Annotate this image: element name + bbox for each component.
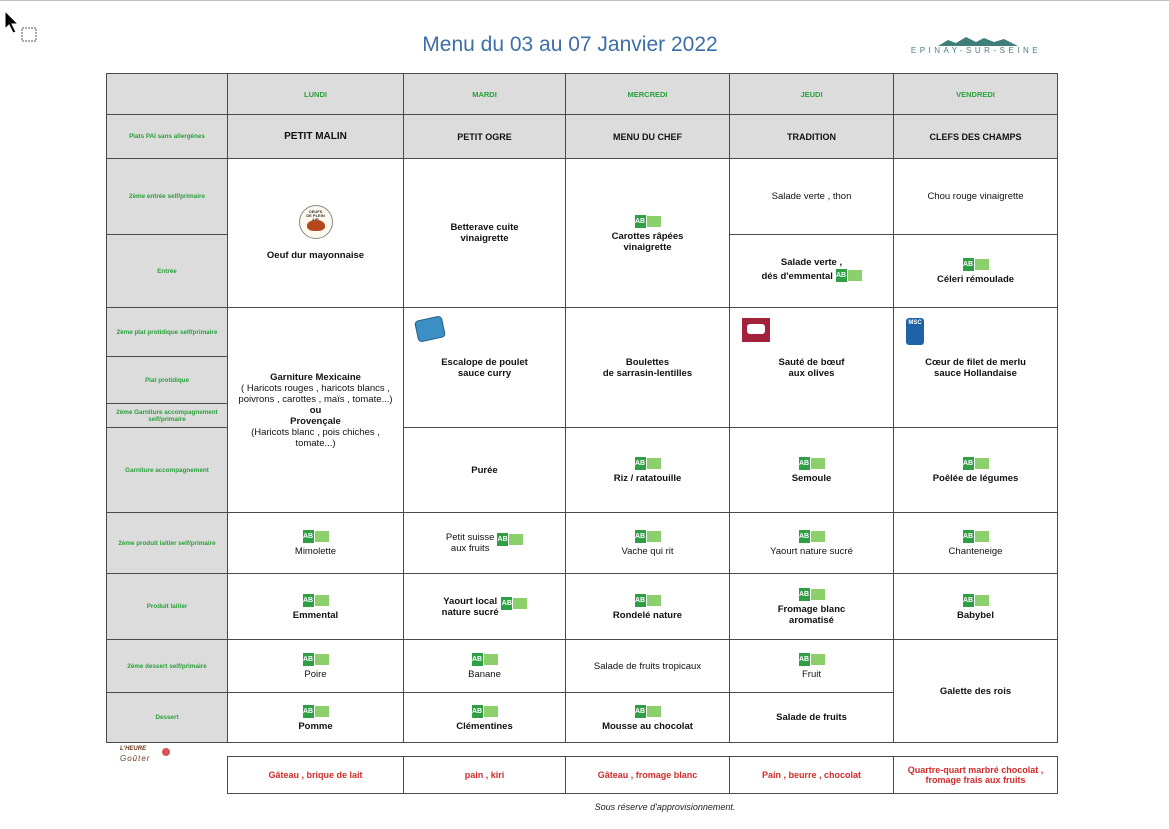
mardi-plat-line1: Escalope de poulet xyxy=(441,356,528,368)
row-label-entree2: 2ème entrée self/primaire xyxy=(107,159,228,235)
mercredi-plat-line1: Boulettes xyxy=(625,356,670,368)
hills-icon xyxy=(938,36,1018,46)
mardi-lait-line1: Yaourt local xyxy=(443,595,498,607)
lundi-plat-line2: ( Haricots rouges , haricots blancs , xyxy=(241,382,390,394)
row-label-lait: Produit laitier xyxy=(107,574,228,640)
cell-vendredi-lait xyxy=(894,574,1058,640)
organic-ab-icon: AB xyxy=(635,457,661,470)
lait-row xyxy=(107,574,1058,640)
lundi-entree-text: Oeuf dur mayonnaise xyxy=(266,250,365,261)
jeudi-entree2-text: Salade verte , thon xyxy=(771,191,852,202)
snack-table xyxy=(227,756,1058,794)
jeudi-plat-line1: Sauté de bœuf xyxy=(778,356,845,368)
mardi-garn-text: Purée xyxy=(471,464,498,476)
cell-mardi-lait2 xyxy=(404,513,566,574)
organic-ab-icon: AB xyxy=(303,530,329,543)
vendredi-entree2-text: Chou rouge vinaigrette xyxy=(927,191,1024,202)
theme-lundi: PETIT MALIN xyxy=(228,115,404,159)
organic-ab-icon: AB xyxy=(635,594,661,607)
cell-lundi-dessert xyxy=(228,693,404,743)
mardi-entree-line1: Betterave cuite xyxy=(450,222,519,233)
lundi-plat-line6: (Haricots blanc , pois chiches , xyxy=(251,426,380,438)
lundi-plat-line4: ou xyxy=(309,404,322,416)
cell-mercredi-garn xyxy=(566,428,730,513)
theme-mercredi: MENU DU CHEF xyxy=(566,115,730,159)
row-label-pai: Plats PAI sans allergènes xyxy=(107,115,228,159)
cell-vendredi-lait2 xyxy=(894,513,1058,574)
jeudi-entree-line2: dés d'emmental xyxy=(761,271,833,283)
vendredi-lait2-text: Chanteneige xyxy=(948,546,1003,557)
cell-mercredi-entree xyxy=(566,159,730,308)
cell-jeudi-entree2 xyxy=(730,159,894,235)
snack-vendredi: Quartre-quart marbré chocolat , fromage frais aux fruits xyxy=(894,757,1058,794)
mercredi-dessert-text: Mousse au chocolat xyxy=(602,720,693,732)
mercredi-entree-line1: Carottes râpées xyxy=(611,230,684,242)
theme-jeudi: TRADITION xyxy=(730,115,894,159)
mercredi-lait-text: Rondelé nature xyxy=(612,609,683,621)
mardi-lait2-line2: aux fruits xyxy=(450,543,490,554)
menu-table xyxy=(106,73,1058,743)
cell-vendredi-entree xyxy=(894,235,1058,308)
lundi-plat-line3: poivrons , carottes , maïs , tomate...) xyxy=(238,393,393,405)
cell-lundi-lait xyxy=(228,574,404,640)
lundi-plat-line1: Garniture Mexicaine xyxy=(270,371,361,383)
plein-air-eggs-icon: OEUFS DE PLEIN xyxy=(299,205,333,239)
jeudi-dessert-text: Salade de fruits xyxy=(776,712,847,723)
cell-mercredi-dessert2 xyxy=(566,640,730,693)
vendredi-lait-text: Babybel xyxy=(957,609,994,621)
jeudi-lait-line2: aromatisé xyxy=(789,615,834,626)
row-label-dessert: Dessert xyxy=(107,693,228,743)
mardi-lait2-line1: Petit suisse xyxy=(445,532,495,543)
lundi-lait-text: Emmental xyxy=(292,609,339,621)
cell-jeudi-entree xyxy=(730,235,894,308)
organic-ab-icon: AB xyxy=(799,588,825,601)
jeudi-plat-line2: aux olives xyxy=(788,367,835,379)
cell-vendredi-plat xyxy=(894,308,1058,428)
row-label-plat2: 2ème plat protidique self/primaire xyxy=(107,308,228,357)
dessert2-row xyxy=(107,640,1058,693)
mouse-pointer-icon xyxy=(4,10,40,46)
cell-vendredi-garn xyxy=(894,428,1058,513)
organic-ab-icon: AB xyxy=(635,215,661,228)
organic-ab-icon: AB xyxy=(303,705,329,718)
page-title: Menu du 03 au 07 Janvier 2022 xyxy=(422,33,718,56)
lundi-plat-line5: Provençale xyxy=(290,415,341,427)
jeudi-entree-line1: Salade verte , xyxy=(780,257,843,268)
organic-ab-icon: AB xyxy=(799,653,825,666)
themes-row xyxy=(107,115,1058,159)
cell-jeudi-dessert xyxy=(730,693,894,743)
cell-lundi-dessert2 xyxy=(228,640,404,693)
cell-mardi-lait xyxy=(404,574,566,640)
cell-mardi-garn xyxy=(404,428,566,513)
organic-ab-icon: AB xyxy=(497,533,523,546)
organic-ab-icon: AB xyxy=(501,597,527,610)
theme-mardi: PETIT OGRE xyxy=(404,115,566,159)
organic-ab-icon: AB xyxy=(303,594,329,607)
snack-mardi: pain , kiri xyxy=(404,757,566,794)
mardi-plat-line2: sauce curry xyxy=(457,367,512,379)
footnote: Sous réserve d'approvisionnement. xyxy=(594,802,736,812)
organic-ab-icon: AB xyxy=(799,530,825,543)
cell-jeudi-lait xyxy=(730,574,894,640)
lait2-row xyxy=(107,513,1058,574)
vendredi-entree-text: Céleri rémoulade xyxy=(936,274,1015,285)
snack-mercredi: Gâteau , fromage blanc xyxy=(566,757,730,794)
organic-ab-icon: AB xyxy=(635,705,661,718)
row-label-garn2: 2ème Garniture accompagnement self/primaire xyxy=(107,404,228,428)
row-label-lait2: 2ème produit laitier self/primaire xyxy=(107,513,228,574)
lundi-dessert-text: Pomme xyxy=(298,720,333,732)
mardi-dessert2-text: Banane xyxy=(468,669,501,680)
cell-mardi-dessert xyxy=(404,693,566,743)
mercredi-garn-text: Riz / ratatouille xyxy=(613,473,682,484)
organic-ab-icon: AB xyxy=(963,594,989,607)
day-vendredi: VENDREDI xyxy=(894,74,1058,115)
day-lundi: LUNDI xyxy=(228,74,404,115)
mercredi-entree-line2: vinaigrette xyxy=(623,241,672,253)
cell-mercredi-plat xyxy=(566,308,730,428)
corner-cell xyxy=(107,74,228,115)
organic-ab-icon: AB xyxy=(472,653,498,666)
organic-ab-icon: AB xyxy=(963,457,989,470)
cell-mercredi-lait xyxy=(566,574,730,640)
cell-mardi-plat xyxy=(404,308,566,428)
jeudi-lait-line1: Fromage blanc xyxy=(777,604,846,615)
organic-ab-icon: AB xyxy=(799,457,825,470)
label-rouge-poultry-icon xyxy=(414,315,446,342)
lundi-dessert2-text: Poire xyxy=(304,669,327,680)
cell-lundi-entree xyxy=(228,159,404,308)
mercredi-lait2-text: Vache qui rit xyxy=(621,546,674,557)
cell-jeudi-plat xyxy=(730,308,894,428)
cell-mercredi-lait2 xyxy=(566,513,730,574)
cell-vendredi-entree2 xyxy=(894,159,1058,235)
organic-ab-icon: AB xyxy=(963,258,989,271)
row-label-entree: Entrée xyxy=(107,235,228,308)
day-mardi: MARDI xyxy=(404,74,566,115)
entree2-row xyxy=(107,159,1058,235)
jeudi-lait2-text: Yaourt nature sucré xyxy=(770,546,853,557)
jeudi-garn-text: Semoule xyxy=(791,473,832,484)
organic-ab-icon: AB xyxy=(836,269,862,282)
cell-vendredi-dessert xyxy=(894,640,1058,743)
snack-lundi: Gâteau , brique de lait xyxy=(228,757,404,794)
row-label-plat: Plat protidique xyxy=(107,357,228,404)
french-beef-icon xyxy=(742,318,770,342)
day-mercredi: MERCREDI xyxy=(566,74,730,115)
epinay-logo-text: EPINAY-SUR-SEINE xyxy=(910,46,1042,55)
cell-mardi-dessert2 xyxy=(404,640,566,693)
vendredi-plat-line2: sauce Hollandaise xyxy=(934,367,1017,379)
lundi-plat-line7: tomate...) xyxy=(295,437,336,449)
epinay-logo xyxy=(898,36,1054,58)
plat2-row xyxy=(107,308,1058,357)
mercredi-plat-line2: de sarrasin-lentilles xyxy=(602,367,693,379)
mardi-entree-line2: vinaigrette xyxy=(460,233,509,244)
cell-jeudi-dessert2 xyxy=(730,640,894,693)
cell-lundi-plat xyxy=(228,308,404,513)
mercredi-dessert2-text: Salade de fruits tropicaux xyxy=(593,660,702,672)
row-label-dessert2: 2ème dessert self/primaire xyxy=(107,640,228,693)
cell-lundi-lait2 xyxy=(228,513,404,574)
vendredi-plat-line1: Cœur de filet de merlu xyxy=(925,356,1026,368)
cell-jeudi-lait2 xyxy=(730,513,894,574)
msc-fish-icon: MSC xyxy=(906,318,924,345)
lundi-lait2-text: Mimolette xyxy=(294,546,337,557)
vendredi-garn-text: Poêlée de légumes xyxy=(932,473,1019,484)
cell-jeudi-garn xyxy=(730,428,894,513)
snack-row xyxy=(228,757,1058,794)
theme-vendredi: CLEFS DES CHAMPS xyxy=(894,115,1058,159)
heure-du-gouter-logo: L'HEURE Goûter xyxy=(116,744,174,770)
snack-jeudi: Pain , beurre , chocolat xyxy=(730,757,894,794)
mardi-lait-line2: nature sucré xyxy=(441,606,499,618)
jeudi-dessert2-text: Fruit xyxy=(802,669,821,680)
cell-mercredi-dessert xyxy=(566,693,730,743)
row-label-garn: Garniture accompagnement xyxy=(107,428,228,513)
days-row xyxy=(107,74,1058,115)
organic-ab-icon: AB xyxy=(303,653,329,666)
mardi-dessert-text: Clémentines xyxy=(456,720,513,732)
day-jeudi: JEUDI xyxy=(730,74,894,115)
cell-mardi-entree xyxy=(404,159,566,308)
organic-ab-icon: AB xyxy=(635,530,661,543)
organic-ab-icon: AB xyxy=(963,530,989,543)
top-border xyxy=(0,0,1169,1)
vendredi-dessert-text: Galette des rois xyxy=(939,685,1012,697)
organic-ab-icon: AB xyxy=(472,705,498,718)
